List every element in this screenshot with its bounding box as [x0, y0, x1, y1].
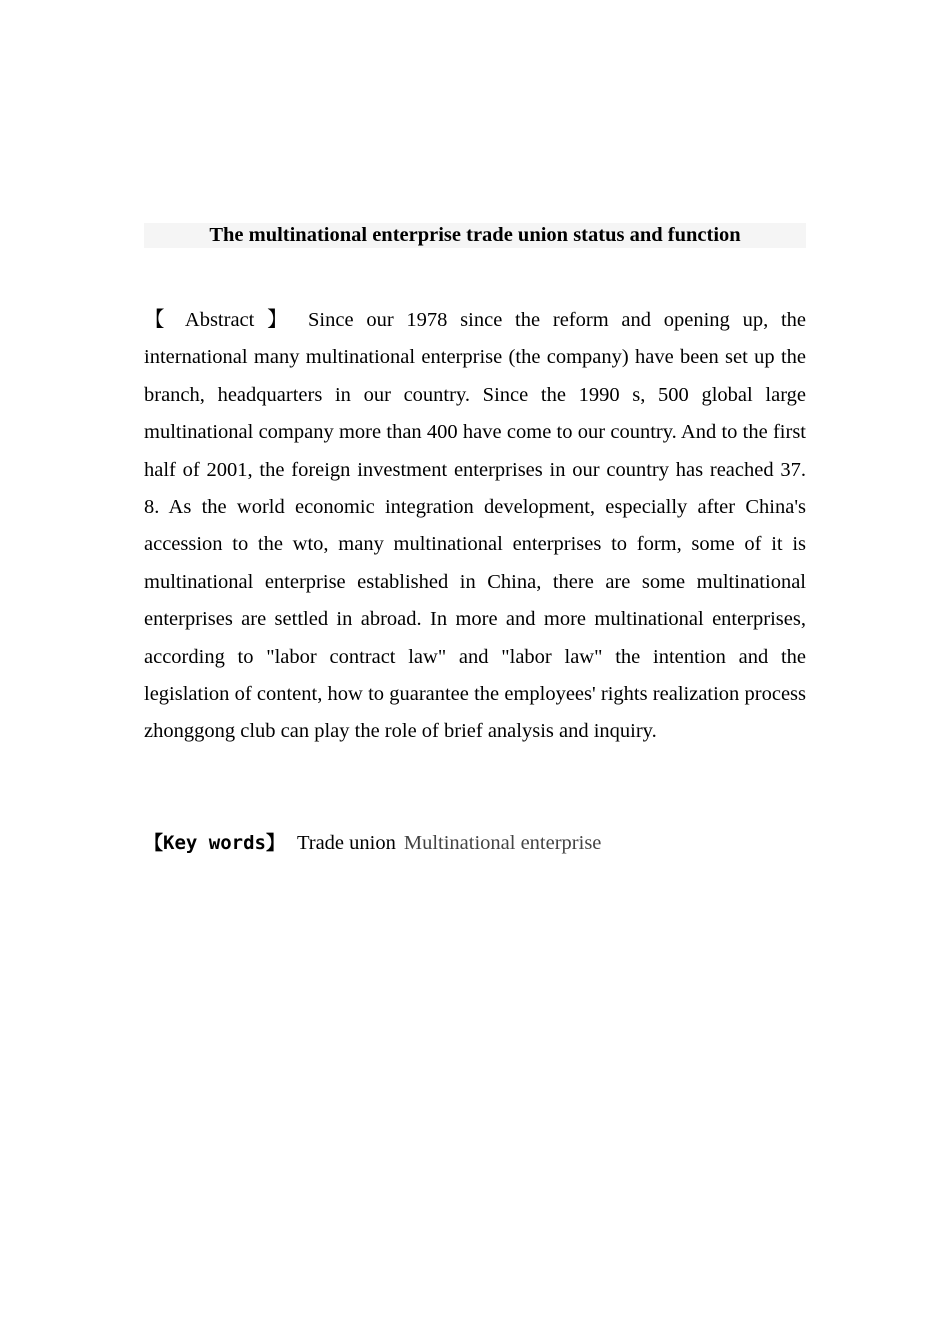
keyword-item: Multinational enterprise: [403, 832, 602, 854]
abstract-text: Since our 1978 since the reform and opening up, the international many multinational enterprise (the company) have been set up the branch, headquarters in our country. Since the 1990 s, 500 global large multinational company more than 400 have come to our country. And to the first half of 2001, the foreign investment enterprises in our country has reached 37. 8. As the world economic integration development, especially after China's accession to the wto, many multinational enterprises to form, some of it is multinational enterprise established in China, there are some multinational enterprises are settled in abroad. In more and more multinational enterprises, according to "labor contract law" and "labor law" the intention and the legislation of content, how to guarantee the employees' rights realization process zhonggong club can play the role of brief analysis and inquiry.: [144, 309, 806, 743]
keywords-line: [144, 828, 806, 858]
abstract-label: 【 Abstract 】: [144, 309, 296, 331]
keyword-item: Trade union: [296, 832, 396, 854]
document-title: The multinational enterprise trade union status and function: [209, 224, 741, 246]
keywords-label: 【Key words】: [144, 832, 285, 854]
abstract-paragraph: [144, 302, 806, 751]
